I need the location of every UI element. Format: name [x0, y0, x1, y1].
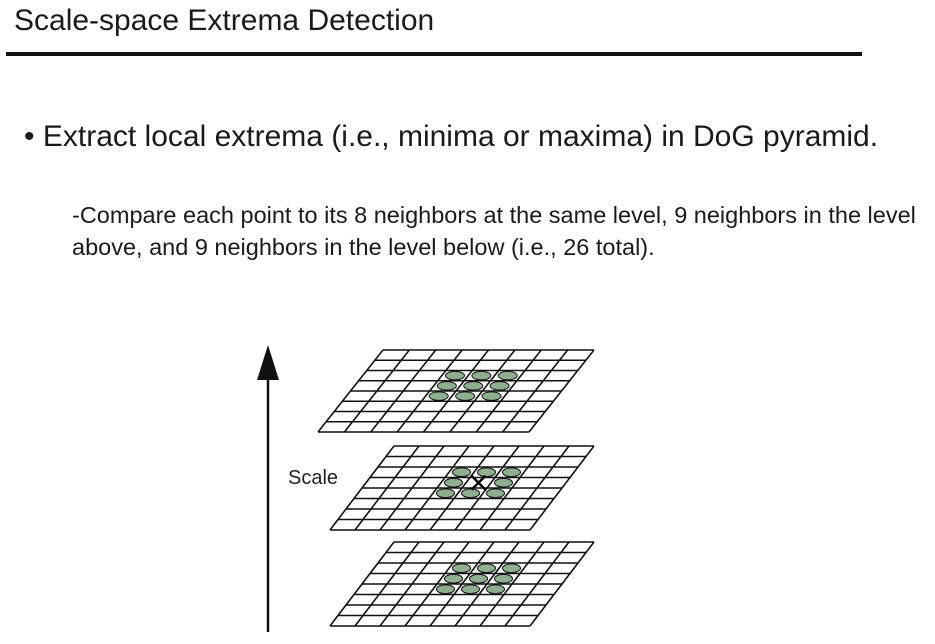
neighbor-point — [470, 574, 488, 583]
neighbor-point — [472, 371, 491, 380]
grid-level-same — [330, 446, 594, 530]
neighbor-point — [487, 585, 505, 594]
sub-point: -Compare each point to its 8 neighbors at the same level, 9 neighbors in the level above, and 9 neighbors in the level below (i.e., 26 total). — [72, 202, 916, 260]
neighbor-point — [462, 489, 480, 498]
neighbor-point — [478, 468, 496, 477]
neighbor-point — [482, 392, 501, 401]
neighbor-point — [437, 382, 456, 391]
neighbor-point — [462, 585, 480, 594]
neighbor-point — [445, 478, 463, 487]
scale-axis — [257, 345, 338, 632]
grid-level-below — [330, 542, 594, 626]
bullet-text: Extract local extrema (i.e., minima or maxima) in DoG pyramid. — [42, 120, 879, 153]
neighbor-point — [495, 478, 513, 487]
neighbor-point — [429, 392, 448, 401]
neighbor-point — [453, 468, 471, 477]
slide-title: Scale-space Extrema Detection — [14, 4, 435, 37]
grid-level-above — [318, 350, 594, 432]
neighbor-point — [453, 564, 471, 573]
neighbor-point — [456, 392, 475, 401]
scale-axis-arrowhead — [257, 345, 279, 380]
neighbor-point — [503, 468, 521, 477]
scale-axis-label: Scale — [288, 467, 339, 489]
neighbor-point — [464, 382, 483, 391]
neighbor-point — [445, 574, 463, 583]
neighbor-point — [498, 371, 517, 380]
neighbor-point — [495, 574, 513, 583]
neighbor-point — [446, 371, 465, 380]
neighbor-point — [487, 489, 505, 498]
neighbor-point — [437, 585, 455, 594]
neighbor-point — [478, 564, 496, 573]
neighbor-point — [490, 382, 509, 391]
neighbor-point — [437, 489, 455, 498]
bullet-marker: • — [24, 120, 35, 153]
neighbor-point — [503, 564, 521, 573]
